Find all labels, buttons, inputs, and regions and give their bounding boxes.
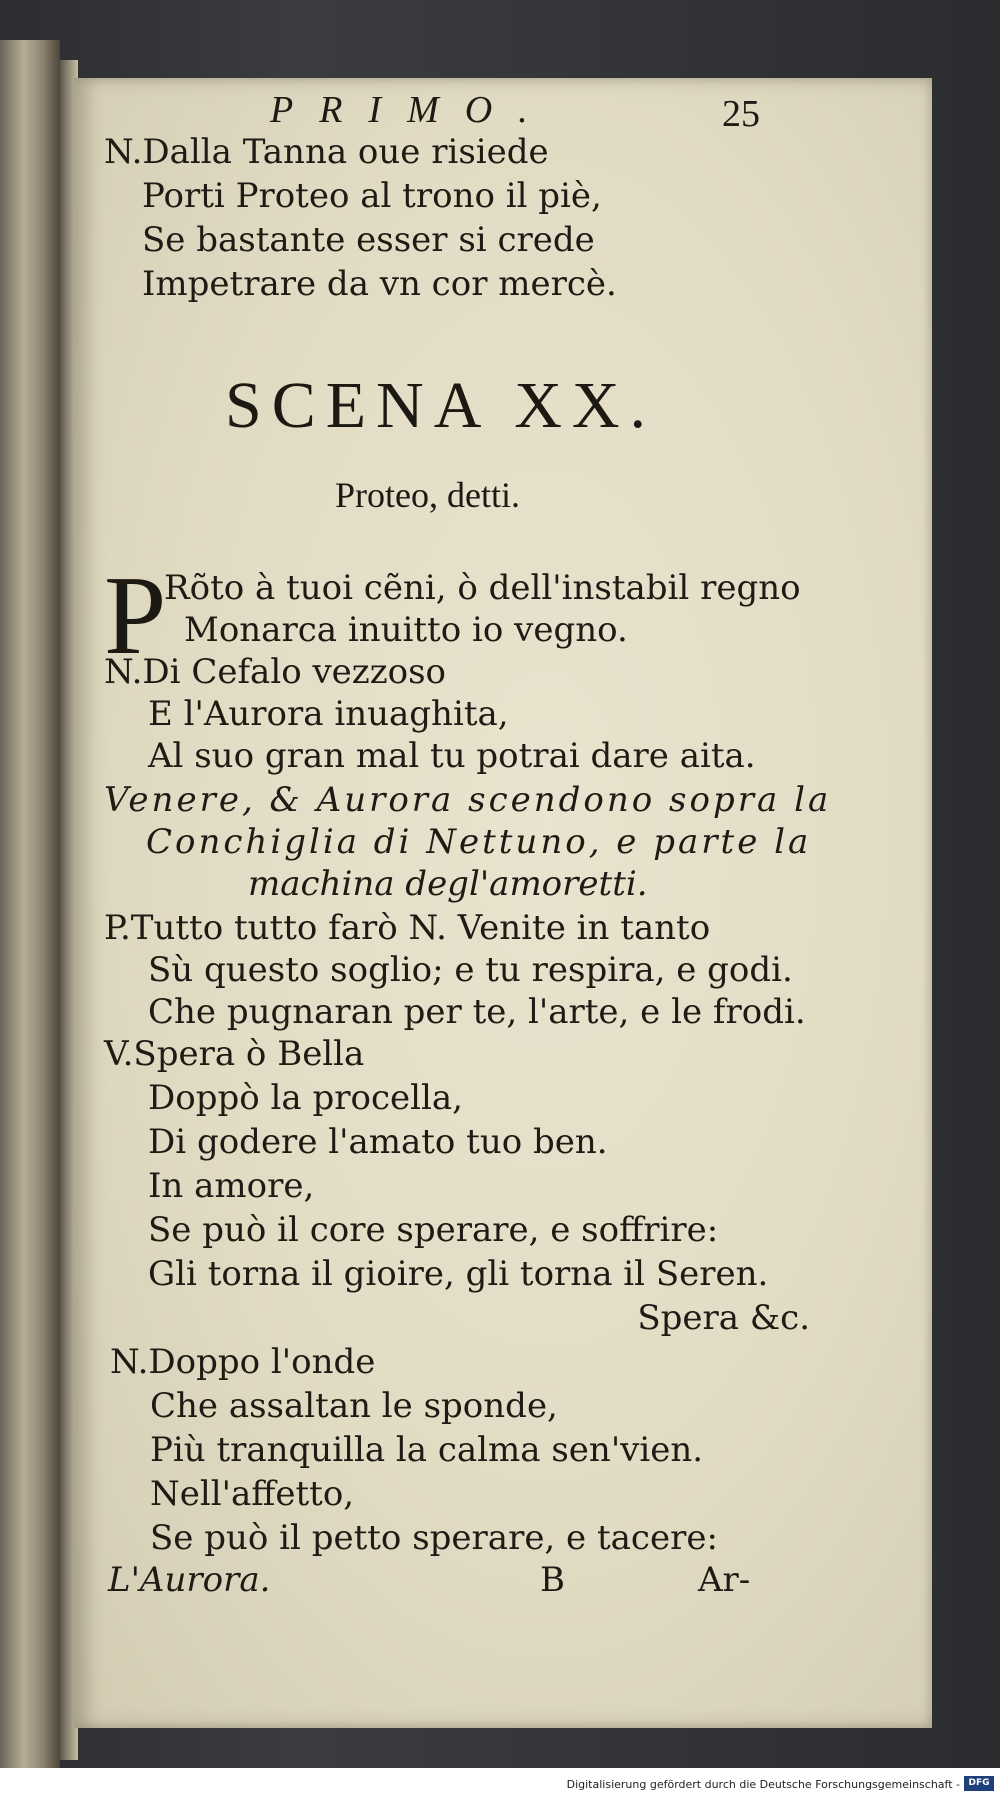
stage-direction: machina degl'amoretti.: [248, 864, 648, 904]
stage-direction: Conchiglia di Nettuno, e parte la: [146, 822, 812, 862]
verse-line: Sù questo soglio; e tu respira, e godi.: [148, 950, 793, 990]
book-spine: [0, 40, 60, 1768]
verse-line: N.Dalla Tanna oue risiede: [104, 132, 549, 172]
drop-cap: P: [104, 554, 167, 678]
verse-line: Al suo gran mal tu potrai dare aita.: [148, 736, 756, 776]
footer-bar: [0, 1768, 1000, 1803]
scene-title: SCENA XX.: [225, 369, 657, 442]
verse-line: Di godere l'amato tuo ben.: [148, 1122, 608, 1162]
verse-line: Gli torna il gioire, gli torna il Seren.: [148, 1254, 769, 1294]
footer-credit: Digitalisierung gefördert durch die Deutsche Forschungsgemeinschaft -: [566, 1778, 960, 1791]
verse-line: Nell'affetto,: [150, 1474, 355, 1514]
verse-line: Impetrare da vn cor mercè.: [142, 264, 617, 304]
verse-line: Porti Proteo al trono il piè,: [142, 176, 602, 216]
page-number: 25: [722, 93, 760, 135]
verse-line: Doppò la procella,: [148, 1078, 463, 1118]
refrain-cue: Spera &c.: [637, 1298, 810, 1338]
scene-persons: Proteo, detti.: [335, 475, 520, 515]
verse-line: Monarca inuitto io vegno.: [184, 610, 628, 650]
signature-mark: B: [540, 1560, 565, 1600]
stage-direction: Venere, & Aurora scendono sopra la: [104, 780, 832, 820]
catchword-right: Ar-: [698, 1560, 751, 1600]
verse-line: N.Di Cefalo vezzoso: [104, 652, 447, 692]
verse-line: Che pugnaran per te, l'arte, e le frodi.: [148, 992, 806, 1032]
verse-line: Se può il core sperare, e soffrire:: [148, 1210, 719, 1250]
verse-line: N.Doppo l'onde: [110, 1342, 376, 1382]
verse-line: Più tranquilla la calma sen'vien.: [150, 1430, 704, 1470]
verse-line: Che assaltan le sponde,: [150, 1386, 558, 1426]
verse-line: In amore,: [148, 1166, 315, 1206]
running-head: PRIMO.: [270, 89, 554, 131]
verse-line: P.Tutto tutto farò N. Venite in tanto: [104, 908, 711, 948]
verse-line: E l'Aurora inuaghita,: [148, 694, 509, 734]
verse-line: Rõto à tuoi cẽni, ò dell'instabil regno: [164, 568, 801, 608]
catchword-left: L'Aurora.: [108, 1560, 271, 1600]
verse-line: Se bastante esser si crede: [142, 220, 595, 260]
dfg-logo: DFG: [964, 1776, 994, 1791]
verse-line: V.Spera ò Bella: [104, 1034, 365, 1074]
verse-line: Se può il petto sperare, e tacere:: [150, 1518, 718, 1558]
